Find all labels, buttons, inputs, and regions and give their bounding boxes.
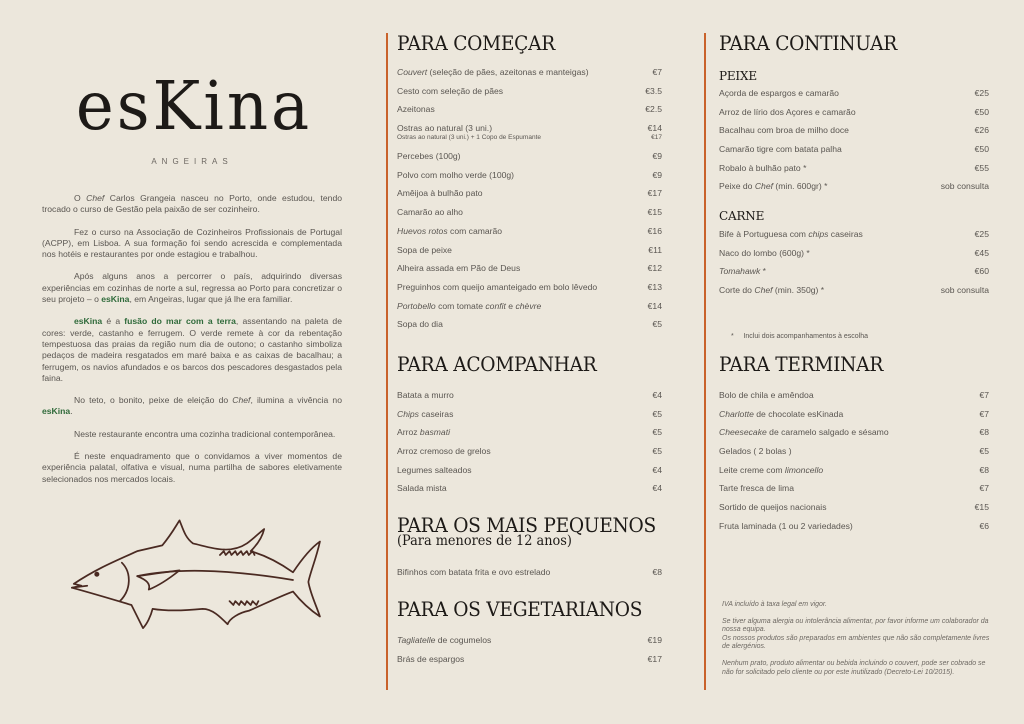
menu-list-para-os-vegetarianos bbox=[397, 635, 662, 672]
menu-item: Chips caseiras €5 bbox=[397, 408, 662, 419]
menu-list-peixe bbox=[719, 88, 989, 200]
highlight-text: fusão do mar com a terra bbox=[124, 316, 236, 327]
about-text bbox=[42, 193, 342, 496]
menu-item: Gelados ( 2 bolas ) €5 bbox=[719, 446, 989, 457]
about-paragraph: esKina é a fusão do mar com a terra, assentando na paleta de cores: verde, castanho e ferrugem. O verde remete à cor da rebentação tempestuosa das praias da região num dia de outono; o castanho simboliza pedaços de madeira resgatados em maré baixa e as caixas de bacalhau; a ferrugem, os navios afundados e os barcos dos pescadores desgastados pela faina. bbox=[42, 316, 342, 383]
section-title-para-os-mais-pequenos: PARA OS MAIS PEQUENOS bbox=[397, 513, 656, 537]
menu-item: Bacalhau com broa de milho doce €26 bbox=[719, 125, 989, 136]
menu-item: Arroz de lírio dos Açores e camarão €50 bbox=[719, 106, 989, 117]
menu-item: Huevos rotos com camarão €16 bbox=[397, 225, 662, 236]
menu-item: Alheira assada em Pão de Deus €12 bbox=[397, 263, 662, 274]
price: €9 bbox=[652, 169, 662, 180]
menu-item: Corte do Chef (min. 350g) * sob consulta bbox=[719, 285, 989, 296]
section-title-para-acompanhar: PARA ACOMPANHAR bbox=[397, 352, 597, 376]
price: €6 bbox=[979, 520, 989, 531]
menu-item: Camarão tigre com batata palha €50 bbox=[719, 144, 989, 155]
tuna-fish-illustration-icon bbox=[58, 505, 328, 630]
price: €7 bbox=[979, 390, 989, 400]
brand-mention: esKina bbox=[101, 294, 130, 305]
menu-column-right bbox=[719, 0, 989, 724]
column-divider bbox=[704, 33, 706, 690]
price: €5 bbox=[652, 427, 662, 438]
menu-item: Camarão ao alho €15 bbox=[397, 207, 662, 218]
brand-logo: esKina bbox=[75, 68, 313, 146]
menu-item: Bife à Portuguesa com chips caseiras €25 bbox=[719, 229, 989, 239]
price: €7 bbox=[979, 408, 989, 419]
menu-item: Arroz basmati €5 bbox=[397, 427, 662, 438]
menu-item: Açorda de espargos e camarão €25 bbox=[719, 88, 989, 98]
price: €7 bbox=[979, 483, 989, 494]
price: €50 bbox=[974, 106, 989, 117]
price: €5 bbox=[652, 319, 662, 330]
price: sob consulta bbox=[940, 285, 989, 296]
about-paragraph: O Chef Carlos Grangeia nasceu no Porto, onde estudou, tendo trocado o curso de Gestão pela paixão de ser cozinheiro. bbox=[42, 193, 343, 215]
menu-item: Portobello com tomate confit e chèvre €14 bbox=[397, 300, 662, 311]
price: €8 bbox=[652, 567, 662, 577]
price: €12 bbox=[647, 263, 662, 274]
menu-item: Leite creme com limoncello €8 bbox=[719, 464, 989, 475]
price: €14 bbox=[647, 300, 662, 311]
menu-item: Bifinhos com batata frita e ovo estrelado €8 bbox=[397, 567, 662, 577]
column-divider bbox=[386, 33, 388, 690]
price: €16 bbox=[647, 225, 662, 236]
price: €9 bbox=[652, 151, 662, 162]
section-title-para-continuar: PARA CONTINUAR bbox=[719, 31, 898, 55]
about-paragraph: É neste enquadramento que o convidamos a viver momentos de experiência palatal, olfativa e visual, numa partilha de sabores eletivamente selecionados nos mercados locais. bbox=[42, 451, 342, 484]
price: €5 bbox=[652, 446, 662, 457]
price: €60 bbox=[974, 266, 989, 277]
menu-item: Sopa do dia €5 bbox=[397, 319, 662, 330]
price: €4 bbox=[652, 390, 662, 400]
couvert-note: Nenhum prato, produto alimentar ou bebida incluindo o couvert, pode ser cobrado se não for solicitado pelo cliente ou por este inutilizado (Decreto-Lei 10/2015). bbox=[722, 659, 986, 676]
menu-item: Charlotte de chocolate esKinada €7 bbox=[719, 408, 989, 419]
price: €15 bbox=[974, 502, 989, 513]
legal-notes bbox=[722, 601, 992, 685]
brand-mention: esKina bbox=[42, 406, 71, 417]
menu-item: Preguinhos com queijo amanteigado em bolo lêvedo €13 bbox=[397, 281, 662, 292]
price: €25 bbox=[974, 229, 989, 239]
price: €7 bbox=[652, 67, 662, 77]
price: €3.5 bbox=[645, 85, 662, 96]
price: €25 bbox=[974, 88, 989, 98]
section-subtitle-age: (Para menores de 12 anos) bbox=[397, 533, 572, 549]
subsection-peixe: PEIXE bbox=[719, 69, 757, 83]
price: €5 bbox=[652, 408, 662, 419]
price: €4 bbox=[652, 464, 662, 475]
menu-item: Percebes (100g) €9 bbox=[397, 151, 662, 162]
menu-item: Polvo com molho verde (100g) €9 bbox=[397, 169, 662, 180]
price: €17 bbox=[647, 653, 662, 664]
menu-item: Robalo à bulhão pato * €55 bbox=[719, 162, 989, 173]
menu-item: Tomahawk * €60 bbox=[719, 266, 989, 277]
menu-item: Amêijoa à bulhão pato €17 bbox=[397, 188, 662, 199]
price: €45 bbox=[974, 247, 989, 258]
menu-item: Ostras ao natural (3 uni.) €14 Ostras ao natural (3 uni.) + 1 Copo de Espumante €17 bbox=[397, 123, 662, 142]
menu-item: Peixe do Chef (min. 600gr) * sob consulta bbox=[719, 181, 989, 192]
price: €19 bbox=[647, 635, 662, 645]
menu-item: Tagliatelle de cogumelos €19 bbox=[397, 635, 662, 645]
menu-list-para-terminar bbox=[719, 390, 989, 540]
menu-item: Azeitonas €2.5 bbox=[397, 104, 662, 115]
price: €50 bbox=[974, 144, 989, 155]
price: €4 bbox=[652, 483, 662, 494]
about-paragraph: Fez o curso na Associação de Cozinheiros Profissionais de Portugal (ACPP), em Lisboa. A sua formação foi sendo acrescida e complementada nos hotéis e restaurantes por onde estagiou e trabalhou. bbox=[42, 226, 342, 260]
price: €13 bbox=[647, 281, 662, 292]
about-paragraph: No teto, o bonito, peixe de eleição do Chef, ilumina a vivência no esKina. bbox=[42, 395, 342, 417]
price: €55 bbox=[974, 162, 989, 173]
price: €11 bbox=[648, 244, 662, 255]
price: €8 bbox=[979, 427, 989, 438]
menu-item: Sopa de peixe €11 bbox=[397, 244, 662, 255]
price: €5 bbox=[979, 446, 989, 457]
menu-item: Couvert (seleção de pães, azeitonas e manteigas) €7 bbox=[397, 67, 662, 77]
menu-list-para-comecar bbox=[397, 67, 662, 338]
menu-item: Salada mista €4 bbox=[397, 483, 662, 494]
menu-item: Sortido de queijos nacionais €15 bbox=[719, 502, 989, 513]
menu-list-para-os-mais-pequenos bbox=[397, 567, 662, 586]
menu-item: Arroz cremoso de grelos €5 bbox=[397, 446, 662, 457]
menu-item: Naco do lombo (600g) * €45 bbox=[719, 247, 989, 258]
price: €26 bbox=[974, 125, 989, 136]
vat-note: IVA incluído à taxa legal em vigor. bbox=[722, 601, 827, 608]
menu-item: Batata a murro €4 bbox=[397, 390, 662, 400]
price: €14 bbox=[647, 123, 662, 134]
allergy-note: Se tiver alguma alergia ou intolerância alimentar, por favor informe um colaborador da nossa equipa. Os nossos produtos são preparados em ambientes que não são completamente livres de alergénios. bbox=[722, 617, 990, 651]
menu-item: Legumes salteados €4 bbox=[397, 464, 662, 475]
price: €17 bbox=[647, 188, 662, 199]
section-title-para-comecar: PARA COMEÇAR bbox=[397, 31, 556, 55]
subsection-carne: CARNE bbox=[719, 209, 765, 223]
menu-list-para-acompanhar bbox=[397, 390, 662, 502]
price: €17 bbox=[651, 134, 662, 142]
brand-mention: esKina bbox=[74, 316, 103, 327]
price: sob consulta bbox=[940, 181, 989, 192]
menu-item: Bolo de chila e amêndoa €7 bbox=[719, 390, 989, 400]
price: €2.5 bbox=[645, 104, 662, 115]
section-title-para-terminar: PARA TERMINAR bbox=[719, 352, 884, 376]
menu-item: Cheesecake de caramelo salgado e sésamo €8 bbox=[719, 427, 989, 438]
brand-location: ANGEIRAS bbox=[151, 157, 233, 166]
about-paragraph: Neste restaurante encontra uma cozinha tradicional contemporânea. bbox=[74, 428, 336, 439]
menu-column-middle bbox=[397, 0, 662, 724]
menu-item: Tarte fresca de lima €7 bbox=[719, 483, 989, 494]
menu-item: Brás de espargos €17 bbox=[397, 653, 662, 664]
section-title-para-os-vegetarianos: PARA OS VEGETARIANOS bbox=[397, 597, 643, 621]
menu-list-carne bbox=[719, 229, 989, 304]
price: €15 bbox=[647, 207, 662, 218]
about-paragraph: Após alguns anos a percorrer o país, adquirindo diversas experiências em cozinhas de norte a sul, regressa ao Porto para concretizar o seu projeto – o esKina, em Angeiras, lugar que já lhe era familiar. bbox=[42, 271, 342, 305]
menu-item: Fruta laminada (1 ou 2 variedades) €6 bbox=[719, 520, 989, 531]
footnote-accompaniments: * Inclui dois acompanhamentos à escolha bbox=[731, 333, 868, 340]
menu-item: Cesto com seleção de pães €3.5 bbox=[397, 85, 662, 96]
price: €8 bbox=[979, 464, 989, 475]
